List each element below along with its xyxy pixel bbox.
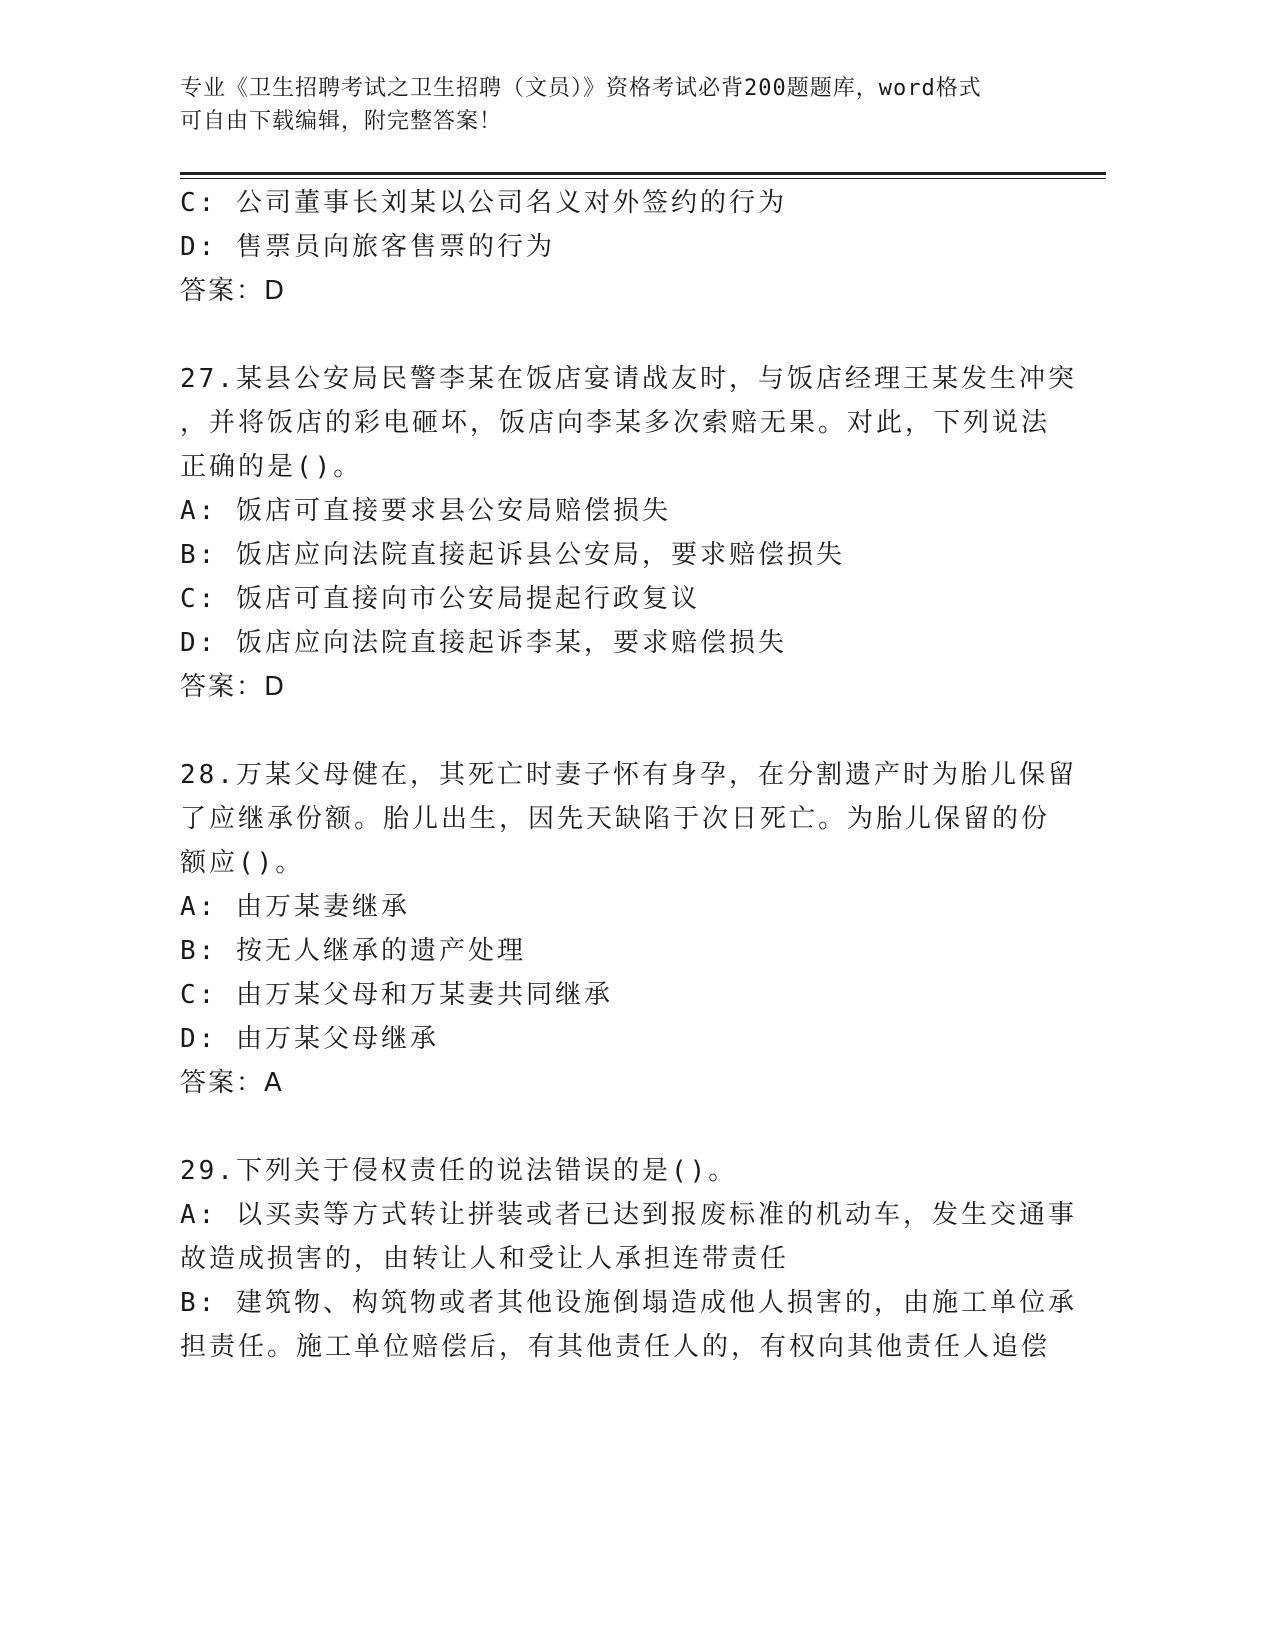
option-b: B: 建筑物、构筑物或者其他设施倒塌造成他人损害的，由施工单位承 — [180, 1288, 1077, 1318]
header-title-line-1: 专业《卫生招聘考试之卫生招聘（文员）》资格考试必背200题题库，word格式 — [180, 76, 982, 101]
option-c: C: 由万某父母和万某妻共同继承 — [180, 980, 613, 1010]
answer: 答案：D — [180, 672, 287, 702]
question-stem: 27.某县公安局民警李某在饭店宴请战友时，与饭店经理王某发生冲突 — [180, 364, 1077, 394]
spacer — [180, 709, 1060, 753]
answer: 答案：A — [180, 1068, 284, 1098]
option-d: D: 由万某父母继承 — [180, 1024, 439, 1054]
option-b: 担责任。施工单位赔偿后，有其他责任人的，有权向其他责任人追偿 — [180, 1332, 1051, 1362]
question-29 — [180, 1149, 1077, 1369]
option-c: C: 公司董事长刘某以公司名义对外签约的行为 — [180, 188, 787, 218]
answer: 答案：D — [180, 276, 287, 306]
option-d: D: 饭店应向法院直接起诉李某，要求赔偿损失 — [180, 628, 787, 658]
option-a: A: 由万某妻继承 — [180, 892, 410, 922]
option-b: B: 饭店应向法院直接起诉县公安局，要求赔偿损失 — [180, 540, 845, 570]
question-stem: 29.下列关于侵权责任的说法错误的是()。 — [180, 1156, 738, 1186]
question-stem: 28.万某父母健在，其死亡时妻子怀有身孕，在分割遗产时为胎儿保留 — [180, 760, 1077, 790]
question-stem: ，并将饭店的彩电砸坏，饭店向李某多次索赔无果。对此，下列说法 — [180, 408, 1051, 438]
header-rule-thin — [180, 178, 1106, 179]
spacer — [180, 1105, 1060, 1149]
question-stem: 额应()。 — [180, 848, 305, 878]
question-27 — [180, 357, 1077, 709]
option-a: A: 饭店可直接要求县公安局赔偿损失 — [180, 496, 671, 526]
option-a: 故造成损害的，由转让人和受让人承担连带责任 — [180, 1244, 790, 1274]
question-stem: 了应继承份额。胎儿出生，因先天缺陷于次日死亡。为胎儿保留的份 — [180, 804, 1051, 834]
question-26-tail — [180, 181, 1060, 313]
question-28 — [180, 753, 1077, 1105]
option-a: A: 以买卖等方式转让拼装或者已达到报废标准的机动车，发生交通事 — [180, 1200, 1077, 1230]
option-c: C: 饭店可直接向市公安局提起行政复议 — [180, 584, 700, 614]
option-b: B: 按无人继承的遗产处理 — [180, 936, 526, 966]
header-title-line-2: 可自由下载编辑，附完整答案！ — [180, 109, 503, 134]
page-header — [180, 72, 1060, 138]
spacer — [180, 313, 1060, 357]
question-list — [180, 181, 1077, 1369]
header-rule-thick — [180, 172, 1106, 175]
question-stem: 正确的是()。 — [180, 452, 363, 482]
option-d: D: 售票员向旅客售票的行为 — [180, 232, 555, 262]
